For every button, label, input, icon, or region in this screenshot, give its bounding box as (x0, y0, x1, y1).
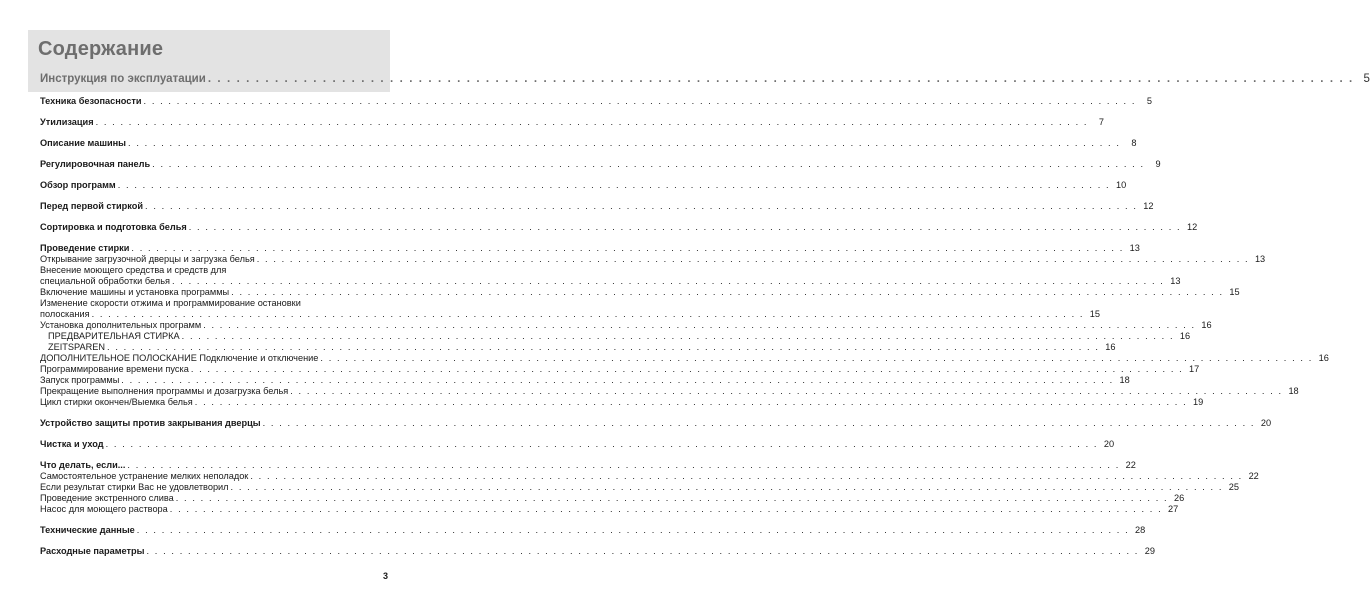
toc-entry-page: 25 (1228, 482, 1240, 492)
toc-entry-page: 18 (1119, 375, 1130, 385)
toc-entry-page: 27 (1168, 504, 1179, 514)
toc-entry (40, 180, 1127, 191)
toc-entry-page: 19 (1193, 397, 1204, 407)
toc-entry-page: 20 (1103, 439, 1115, 449)
toc-entry-page: 10 (1115, 180, 1127, 190)
toc-leader-dots: . . . . . . . . . . . . . . . . . . . . . . . . . . . . . . . . . . . . . . . . . . . . . . . . . . . . . . . . . . . . . . . . . . . . . . . . . . . . . . . . . . . . . . . . . . . . . . . . . . . . . . . . . . . . . . . . . . . . . . . . (203, 320, 1196, 330)
toc-entry (40, 331, 1191, 342)
toc-entry (40, 546, 1155, 557)
toc-leader-dots: . . . . . . . . . . . . . . . . . . . . . . . . . . . . . . . . . . . . . . . . . . . . . . . . . . . . . . . . . . . . . . . . . . . . . . . . . . . . . . . . . . . . . . . . . . . . . . . . . . . . . . . . . . . . . . . . . . . . . . . . (117, 180, 1111, 190)
toc-entry (40, 309, 1101, 320)
toc-entry (40, 287, 1240, 298)
table-of-contents (40, 68, 1370, 557)
toc-entry-title: Технические данные (40, 525, 135, 535)
toc-entry-title: Запуск программы (40, 375, 120, 385)
toc-entry-title: Если результат стирки Вас не удовлетворил (40, 482, 229, 492)
toc-leader-dots: . . . . . . . . . . . . . . . . . . . . . . . . . . . . . . . . . . . . . . . . . . . . . . . . . . . . . . . . . . . . . . . . . . . . . . . . . . . . . . . . . . . . . . . . . . . . . . . . . . . . . . . . . . . . . . . . . . . . . . . . (127, 460, 1120, 470)
toc-entry-page: 28 (1135, 525, 1146, 535)
toc-entry-title: ПРЕДВАРИТЕЛЬНАЯ СТИРКА (48, 331, 180, 341)
toc-entry-page: 15 (1229, 287, 1240, 297)
toc-entry-title: Программирование времени пуска (40, 364, 189, 374)
toc-entry (40, 298, 380, 309)
toc-entry (40, 525, 1146, 536)
toc-leader-dots: . . . . . . . . . . . . . . . . . . . . . . . . . . . . . . . . . . . . . . . . . . . . . . . . . . . . . . . . . . . . . . . . . . . . . . . . . . . . . . . . . . . . . . . . . . . . . . . . . . . . . . . . . . . . . . . . . . . . . . . . (152, 159, 1145, 169)
toc-entry-page: 16 (1105, 342, 1116, 352)
toc-entry-title: Прекращение выполнения программы и дозагрузка белья (40, 386, 289, 396)
toc-leader-dots: . . . . . . . . . . . . . . . . . . . . . . . . . . . . . . . . . . . . . . . . . . . . . . . . . . . . . . . . . . . . . . . . . . . . . . . . . . . . . . . . . . . . . . . . . . . . . . . . . . . . . . . . . . . . . . . . . . . . . . . . (146, 546, 1139, 556)
toc-entry-page: 13 (1170, 276, 1181, 286)
toc-entry-title: Чистка и уход (40, 439, 104, 449)
toc-entry (40, 482, 1240, 493)
toc-leader-dots: . . . . . . . . . . . . . . . . . . . . . . . . . . . . . . . . . . . . . . . . . . . . . . . . . . . . . . . . . . . . . . . . . . . . . . . . . . . . . . . . . . . . . . . . . . . . . . . . . . . . . . . . . . . . . . . . . . . . . . . . (175, 493, 1169, 503)
toc-entry (40, 159, 1161, 170)
toc-entry-page: 16 (1318, 353, 1329, 363)
toc-leader-dots: . . . . . . . . . . . . . . . . . . . . . . . . . . . . . . . . . . . . . . . . . . . . . . . . . . . . . . . . . . . . . . . . . . . . . . . . . . . . . . . . . . . . . . . . . . . . . . . . . . . . . . . . . . . . . . . . . . . . . . . . (194, 397, 1188, 407)
toc-entry (40, 138, 1137, 149)
toc-entry-page: 20 (1260, 418, 1272, 428)
toc-entry-page: 8 (1131, 138, 1137, 148)
toc-entry-page: 16 (1179, 331, 1191, 341)
toc-leader-dots: . . . . . . . . . . . . . . . . . . . . . . . . . . . . . . . . . . . . . . . . . . . . . . . . . . . . . . . . . . . . . . . . . . . . . . . . . . . . . . . . . . . . . . . . . . . . . . . . . . . . . . . . . . . . . . . . . . . . . . . . (143, 96, 1136, 106)
toc-leader-dots: . . . . . . . . . . . . . . . . . . . . . . . . . . . . . . . . . . . . . . . . . . . . . . . . . . . . . . . . . . . . . . . . . . . . . . . . . . . . . . . . . . . . . . . . . . . . . . . . . . . . . . . . . . . . . . . . . . . . . . . . (231, 287, 1224, 297)
toc-entry-title: Самостоятельное устранение мелких неполадок (40, 471, 249, 481)
toc-entry (40, 375, 1130, 386)
toc-leader-dots: . . . . . . . . . . . . . . . . . . . . . . . . . . . . . . . . . . . . . . . . . . . . . . . . . . . . . . . . . . . . . . . . . . . . . . . . . . . . . . . . . . . . . . . . . . . . . . . . . . . . . . . . . . . . . . . . . . . . . . . . (91, 309, 1085, 319)
toc-entry (40, 364, 1200, 375)
page-title: Содержание (38, 38, 164, 60)
toc-entry-page: 13 (1254, 254, 1266, 264)
toc-entry-title: Открывание загрузочной дверцы и загрузка белья (40, 254, 255, 264)
toc-leader-dots: . . . . . . . . . . . . . . . . . . . . . . . . . . . . . . . . . . . . . . . . . . . . . . . . . . . . . . . . . . . . . . . . . . . . . . . . . . . . . . . . . . . . . . . . . . . . . . . . . . . . . . . . . . . . . . . . . . . . . . . . (320, 353, 1313, 363)
toc-leader-dots: . . . . . . . . . . . . . . . . . . . . . . . . . . . . . . . . . . . . . . . . . . . . . . . . . . . . . . . . . . . . . . . . . . . . . . . . . . . . . . . . . . . . . . . . . . . . . . . . . . . . . . . . . . . . . . . . . . . . . . . . (256, 254, 1250, 264)
toc-entry (40, 353, 1329, 364)
toc-entry (40, 493, 1185, 504)
toc-leader-dots: . . . . . . . . . . . . . . . . . . . . . . . . . . . . . . . . . . . . . . . . . . . . . . . . . . . . . . . . . . . . . . . . . . . . . . . . . . . . . . . . . . . . . . . . . . . . . . . . . . . . . . . . . . . . . . . . . . . . . . . . (105, 439, 1099, 449)
page-number: 3 (382, 571, 388, 581)
toc-entry-page: 12 (1143, 201, 1154, 211)
toc-entry-page: 22 (1248, 471, 1259, 481)
toc-entry (40, 72, 1370, 86)
toc-leader-dots: . . . . . . . . . . . . . . . . . . . . . . . . . . . . . . . . . . . . . . . . . . . . . . . . . . . . . . . . . . . . . . . . . . . . . . . . . . . . . . . . . . . . . . . . . . . . . . . . . . . . . . . . . . . . . . . . . . . . . . . . (145, 201, 1138, 211)
toc-entry (40, 386, 1299, 397)
toc-entry-title: Описание машины (40, 138, 127, 148)
toc-entry-title: Обзор программ (40, 180, 116, 190)
toc-entry (40, 96, 1152, 107)
toc-entry (40, 460, 1136, 471)
toc-entry-page: 16 (1201, 320, 1212, 330)
toc-entry-title: ZEITSPAREN (48, 342, 106, 352)
toc-leader-dots: . . . . . . . . . . . . . . . . . . . . . . . . . . . . . . . . . . . . . . . . . . . . . . . . . . . . . . . . . . . . . . . . . . . . . . . . . . . . . . . . . . . . . . . . . . . . . . . . . . . . . . . . . . . . . . . . . . . . . . . . (207, 73, 1354, 85)
toc-entry-page: 22 (1125, 460, 1136, 470)
toc-leader-dots: . . . . . . . . . . . . . . . . . . . . . . . . . . . . . . . . . . . . . . . . . . . . . . . . . . . . . . . . . . . . . . . . . . . . . . . . . . . . . . . . . . . . . . . . . . . . . . . . . . . . . . . . . . . . . . . . . . . . . . . . (290, 386, 1283, 396)
toc-entry-page: 13 (1129, 243, 1140, 253)
toc-entry-title: Регулировочная панель (40, 159, 151, 169)
toc-leader-dots: . . . . . . . . . . . . . . . . . . . . . . . . . . . . . . . . . . . . . . . . . . . . . . . . . . . . . . . . . . . . . . . . . . . . . . . . . . . . . . . . . . . . . . . . . . . . . . . . . . . . . . . . . . . . . . . . . . . . . . . . (181, 331, 1175, 341)
toc-entry (40, 342, 1116, 353)
toc-entry-title: Проведение стирки (40, 243, 130, 253)
toc-leader-dots: . . . . . . . . . . . . . . . . . . . . . . . . . . . . . . . . . . . . . . . . . . . . . . . . . . . . . . . . . . . . . . . . . . . . . . . . . . . . . . . . . . . . . . . . . . . . . . . . . . . . . . . . . . . . . . . . . . . . . . . . (136, 525, 1130, 535)
toc-entry-title: Насос для моющего раствора (40, 504, 168, 514)
toc-entry (40, 265, 380, 276)
toc-entry (40, 320, 1212, 331)
toc-entry-page: 29 (1144, 546, 1155, 556)
toc-entry-title: Инструкция по эксплуатации (40, 73, 206, 85)
toc-leader-dots: . . . . . . . . . . . . . . . . . . . . . . . . . . . . . . . . . . . . . . . . . . . . . . . . . . . . . . . . . . . . . . . . . . . . . . . . . . . . . . . . . . . . . . . . . . . . . . . . . . . . . . . . . . . . . . . . . . . . . . . . (107, 342, 1100, 352)
toc-entry-title: Что делать, если... (40, 460, 126, 470)
toc-leader-dots: . . . . . . . . . . . . . . . . . . . . . . . . . . . . . . . . . . . . . . . . . . . . . . . . . . . . . . . . . . . . . . . . . . . . . . . . . . . . . . . . . . . . . . . . . . . . . . . . . . . . . . . . . . . . . . . . . . . . . . . . (95, 117, 1089, 127)
toc-entry-title: Утилизация (40, 117, 94, 127)
toc-leader-dots: . . . . . . . . . . . . . . . . . . . . . . . . . . . . . . . . . . . . . . . . . . . . . . . . . . . . . . . . . . . . . . . . . . . . . . . . . . . . . . . . . . . . . . . . . . . . . . . . . . . . . . . . . . . . . . . . . . . . . . . . (169, 504, 1163, 514)
toc-entry-page: 7 (1098, 117, 1105, 127)
toc-entry-title: Включение машины и установка программы (40, 287, 230, 297)
toc-entry-page: 17 (1189, 364, 1200, 374)
toc-entry-title: Изменение скорости отжима и программирование остановки (40, 298, 301, 308)
toc-entry (40, 471, 1259, 482)
toc-entry-page: 5 (1363, 73, 1370, 85)
toc-entry-title: Сортировка и подготовка белья (40, 222, 187, 232)
toc-leader-dots: . . . . . . . . . . . . . . . . . . . . . . . . . . . . . . . . . . . . . . . . . . . . . . . . . . . . . . . . . . . . . . . . . . . . . . . . . . . . . . . . . . . . . . . . . . . . . . . . . . . . . . . . . . . . . . . . . . . . . . . . (121, 375, 1114, 385)
toc-entry-title: полоскания (40, 309, 90, 319)
toc-entry-page: 18 (1288, 386, 1299, 396)
toc-entry (40, 201, 1154, 212)
toc-leader-dots: . . . . . . . . . . . . . . . . . . . . . . . . . . . . . . . . . . . . . . . . . . . . . . . . . . . . . . . . . . . . . . . . . . . . . . . . . . . . . . . . . . . . . . . . . . . . . . . . . . . . . . . . . . . . . . . . . . . . . . . . (190, 364, 1184, 374)
toc-entry (40, 418, 1272, 429)
toc-leader-dots: . . . . . . . . . . . . . . . . . . . . . . . . . . . . . . . . . . . . . . . . . . . . . . . . . . . . . . . . . . . . . . . . . . . . . . . . . . . . . . . . . . . . . . . . . . . . . . . . . . . . . . . . . . . . . . . . . . . . . . . . (128, 138, 1121, 148)
toc-entry-page: 26 (1173, 493, 1185, 503)
toc-leader-dots: . . . . . . . . . . . . . . . . . . . . . . . . . . . . . . . . . . . . . . . . . . . . . . . . . . . . . . . . . . . . . . . . . . . . . . . . . . . . . . . . . . . . . . . . . . . . . . . . . . . . . . . . . . . . . . . . . . . . . . . . (230, 482, 1224, 492)
toc-entry-title: Установка дополнительных программ (40, 320, 202, 330)
toc-entry-page: 15 (1089, 309, 1101, 319)
toc-leader-dots: . . . . . . . . . . . . . . . . . . . . . . . . . . . . . . . . . . . . . . . . . . . . . . . . . . . . . . . . . . . . . . . . . . . . . . . . . . . . . . . . . . . . . . . . . . . . . . . . . . . . . . . . . . . . . . . . . . . . . . . . (262, 418, 1256, 428)
toc-entry-title: ДОПОЛНИТЕЛЬНОЕ ПОЛОСКАНИЕ Подключение и отключение (40, 353, 319, 363)
toc-entry (40, 254, 1266, 265)
toc-leader-dots: . . . . . . . . . . . . . . . . . . . . . . . . . . . . . . . . . . . . . . . . . . . . . . . . . . . . . . . . . . . . . . . . . . . . . . . . . . . . . . . . . . . . . . . . . . . . . . . . . . . . . . . . . . . . . . . . . . . . . . . . (131, 243, 1124, 253)
toc-leader-dots: . . . . . . . . . . . . . . . . . . . . . . . . . . . . . . . . . . . . . . . . . . . . . . . . . . . . . . . . . . . . . . . . . . . . . . . . . . . . . . . . . . . . . . . . . . . . . . . . . . . . . . . . . . . . . . . . . . . . . . . . (188, 222, 1182, 232)
toc-entry-title: Техника безопасности (40, 96, 142, 106)
toc-entry-page: 9 (1155, 159, 1161, 169)
toc-entry-title: Устройство защиты против закрывания дверцы (40, 418, 261, 428)
toc-entry (40, 504, 1179, 515)
toc-entry-page: 12 (1186, 222, 1198, 232)
toc-entry-title: Перед первой стиркой (40, 201, 144, 211)
toc-entry-title: Цикл стирки окончен/Выемка белья (40, 397, 193, 407)
toc-entry-title: Внесение моющего средства и средств для (40, 265, 227, 275)
toc-entry (40, 276, 1181, 287)
toc-entry-title: Проведение экстренного слива (40, 493, 174, 503)
toc-leader-dots: . . . . . . . . . . . . . . . . . . . . . . . . . . . . . . . . . . . . . . . . . . . . . . . . . . . . . . . . . . . . . . . . . . . . . . . . . . . . . . . . . . . . . . . . . . . . . . . . . . . . . . . . . . . . . . . . . . . . . . . . (171, 276, 1165, 286)
toc-entry (40, 222, 1198, 233)
toc-entry-title: специальной обработки белья (40, 276, 170, 286)
toc-entry-page: 5 (1146, 96, 1152, 106)
toc-entry (40, 397, 1204, 408)
toc-entry (40, 117, 1105, 128)
toc-entry (40, 439, 1115, 450)
toc-entry-title: Расходные параметры (40, 546, 145, 556)
toc-leader-dots: . . . . . . . . . . . . . . . . . . . . . . . . . . . . . . . . . . . . . . . . . . . . . . . . . . . . . . . . . . . . . . . . . . . . . . . . . . . . . . . . . . . . . . . . . . . . . . . . . . . . . . . . . . . . . . . . . . . . . . . . (250, 471, 1243, 481)
toc-entry (40, 243, 1140, 254)
